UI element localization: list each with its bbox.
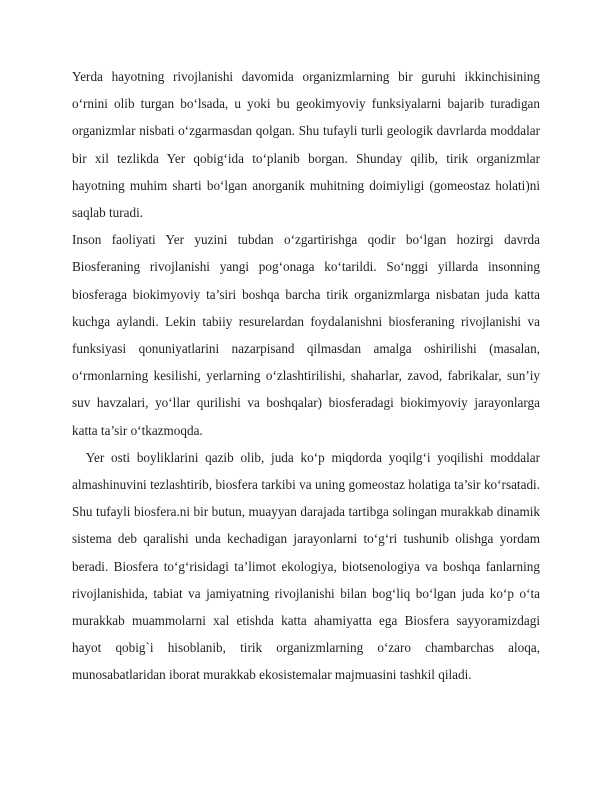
paragraph-1: Yerda hayotning rivojlanishi davomida organizmlarning bir guruhi ikkinchisining o‘rnini olib turgan bo‘lsada, u yoki bu geokimyoviy funksiyalarni bajarib turadigan organizmlar nisbati o‘zgarmasdan qolgan. Shu tufayli turli geologik davrlarda moddalar bir xil tezlikda Yer qobig‘ida to‘planib borgan. Shunday qilib, tirik organizmlar hayotning muhim sharti bo‘lgan anorganik muhitning doimiyligi (gomeostaz holati)ni saqlab turadi. [72, 69, 544, 221]
paragraph-2: Inson faoliyati Yer yuzini tubdan o‘zgartirishga qodir bo‘lgan hozirgi davrda Biosferaning rivojlanishi yangi pog‘onaga ko‘tarildi. So‘nggi yillarda insonning biosferaga biokimyoviy ta’siri boshqa barcha tirik organizmlarga nisbatan juda katta kuchga aylandi. Lekin tabiiy resurelardan foydalanishni biosferaning rivojlanishi va funksiyasi qonuniyatlarini nazarpisand qilmasdan amalga oshirilishi (masalan, o‘rmonlarning kesilishi, yerlarning o‘zlashtirilishi, shaharlar, zavod, fabrikalar, sun’iy suv havzalari, yo‘llar qurilishi va boshqalar) biosferadagi biokimyoviy jarayonlarga katta ta’sir o‘tkazmoqda. [72, 232, 544, 438]
document-text-body [72, 63, 544, 689]
paragraph-3: Yer osti boyliklarini qazib olib, juda ko‘p miqdorda yoqilg‘i yoqilishi moddalar almashinuvini tezlashtirib, biosfera tarkibi va uning gomeostaz holatiga ta’sir ko‘rsatadi. Shu tufayli biosfera.ni bir butun, muayyan darajada tartibga solingan murakkab dinamik sistema deb qaralishi unda kechadigan jarayonlarni to‘g‘ri tushunib olishga yordam beradi. Biosfera to‘g‘risidagi ta’limot ekologiya, biotsenologiya va boshqa fanlarning rivojlanishida, tabiat va jamiyatning rivojlanishi bilan bog‘liq bo‘lgan juda ko‘p o‘ta murakkab muammolarni xal etishda katta ahamiyatta ega Biosfera sayyoramizdagi hayot qobig`i hisoblanib, tirik organizmlarning o‘zaro chambarchas aloqa, munosabatlaridan iborat murakkab ekosistemalar majmuasini tashkil qiladi. [72, 449, 544, 683]
